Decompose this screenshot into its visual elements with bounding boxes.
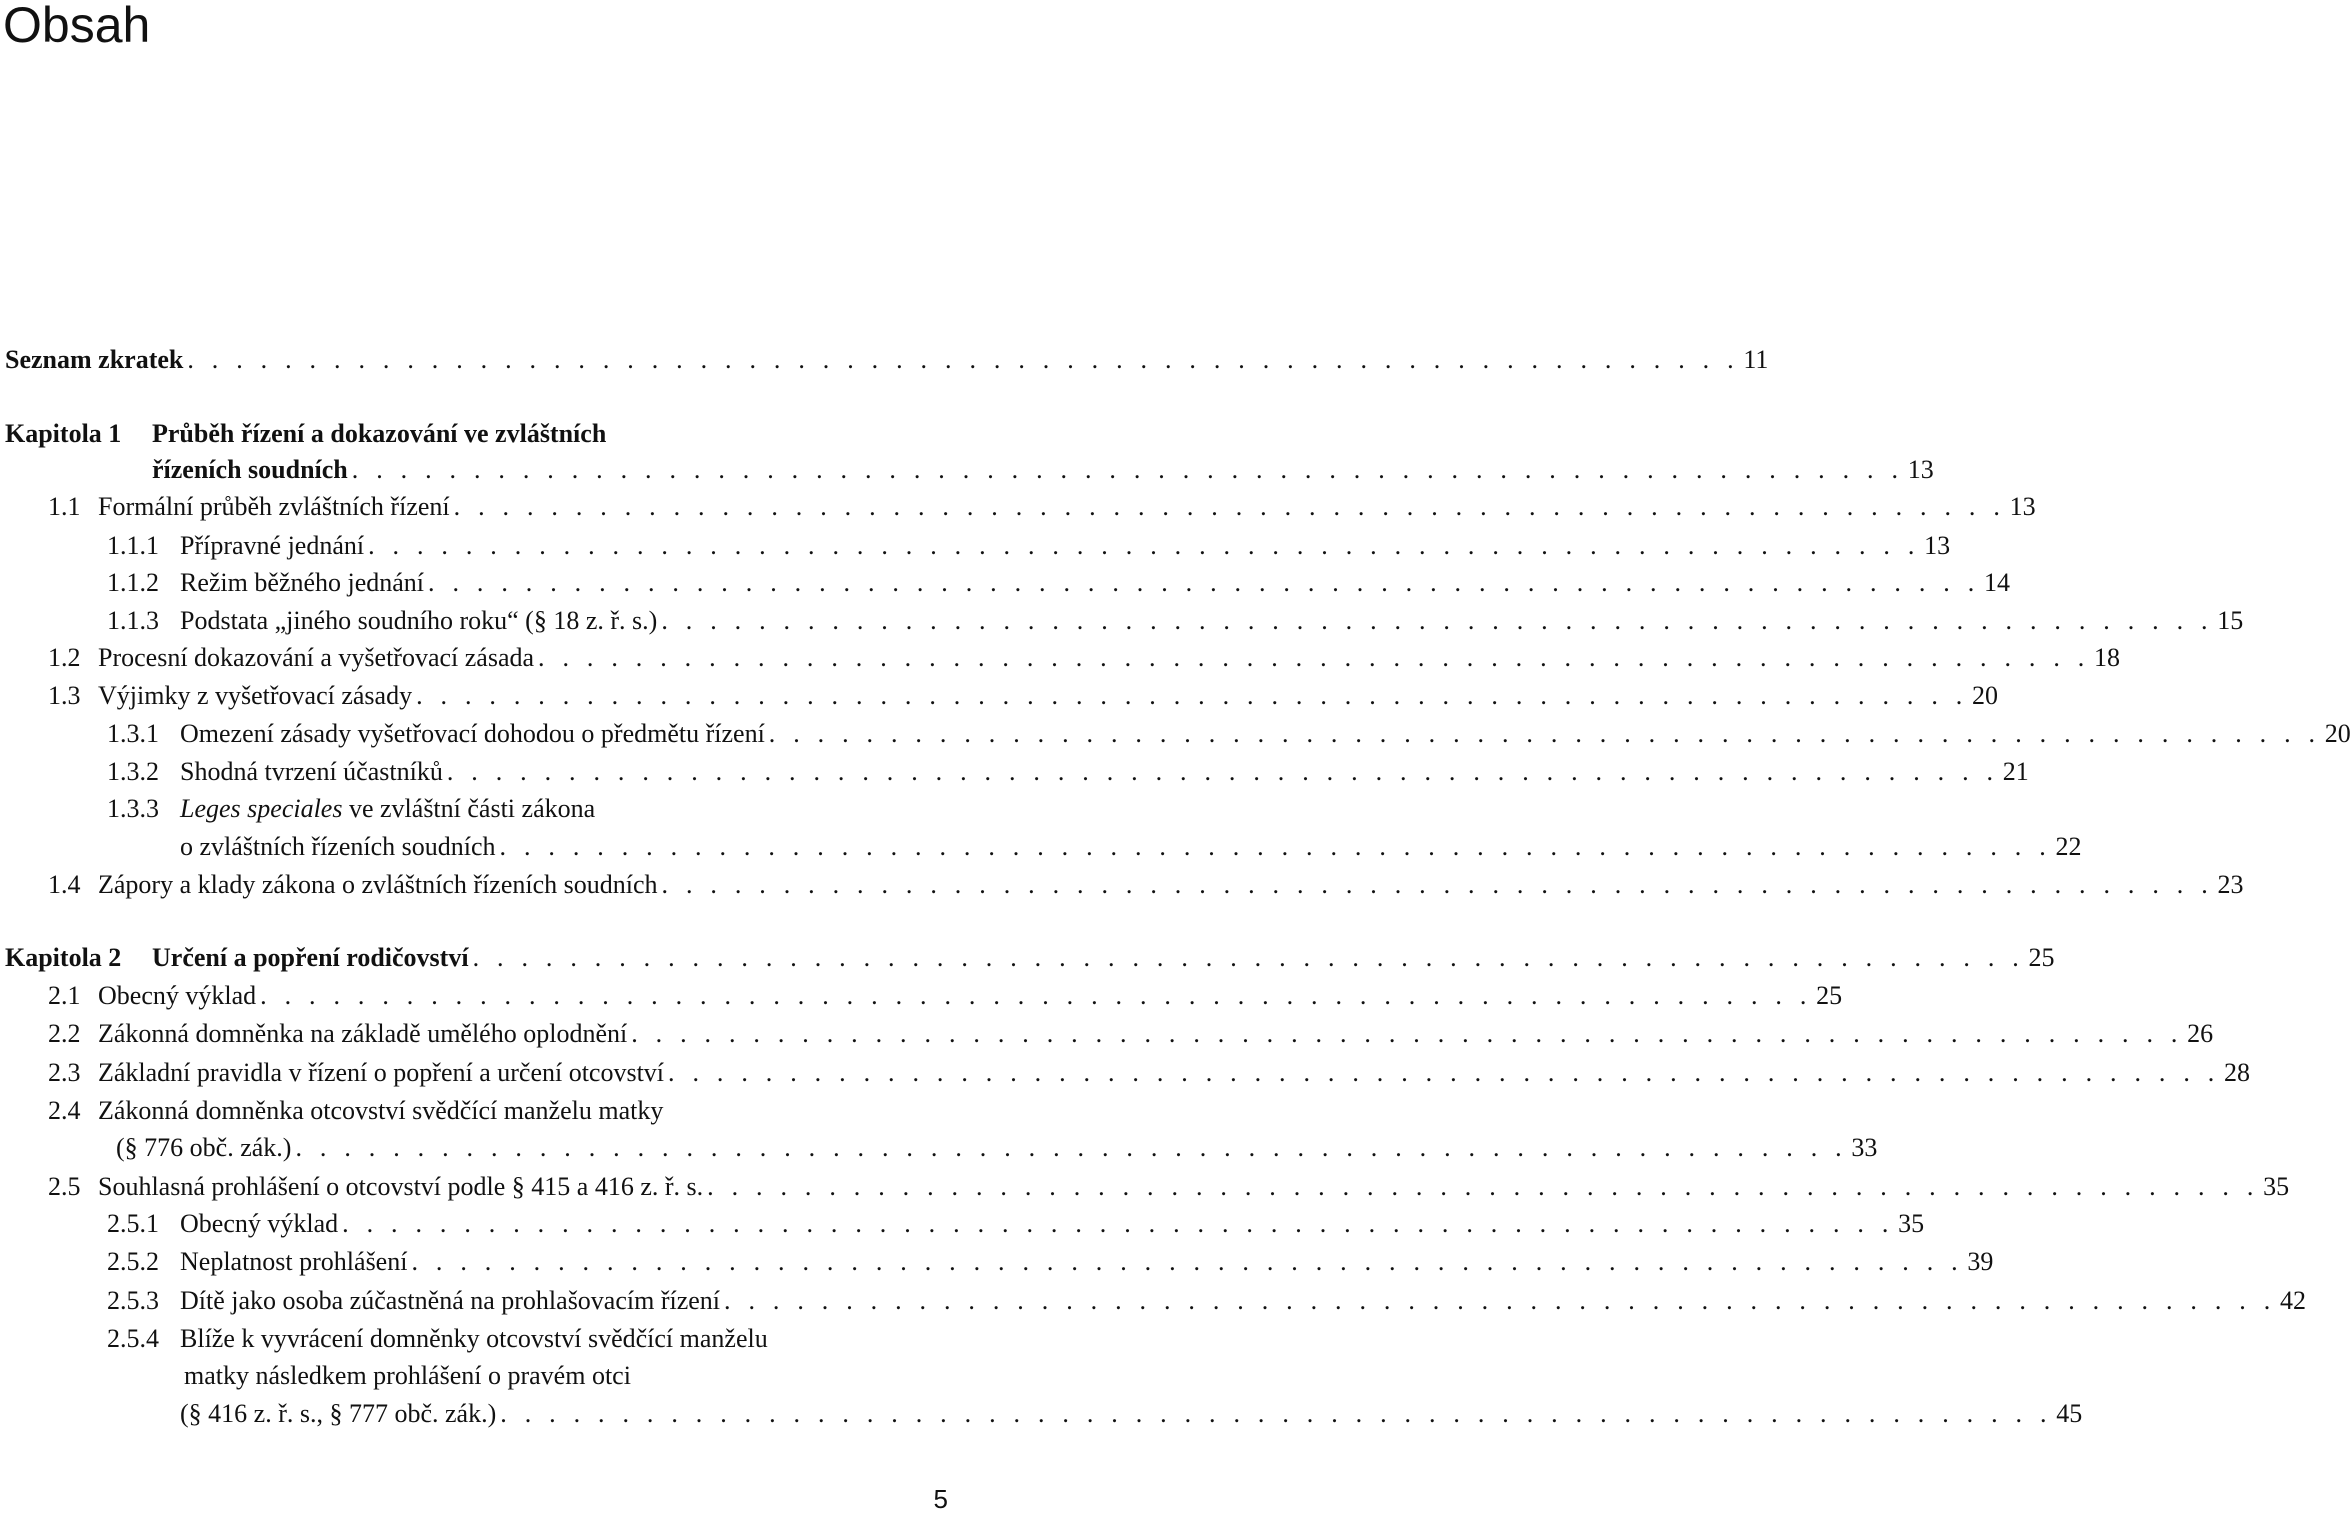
dot-leader: . . . . . . . . . . . . . . . . . . . . . . . . . . . . . . . . . . . . . . . . . . . . . . . . . . . . . . . . . . . . . . . . [500, 1399, 2053, 1428]
toc-page-number: 15 [2217, 606, 2244, 635]
section-number: 1.3.1 [107, 719, 159, 748]
toc-entry-title: Obecný výklad [180, 1209, 339, 1238]
dot-leader: . . . . . . . . . . . . . . . . . . . . . . . . . . . . . . . . . . . . . . . . . . . . . . . . . . . . . . . . . . . . . . . . [351, 455, 1904, 484]
toc-entry-2-2[interactable] [48, 1016, 2214, 1052]
dot-leader: . . . . . . . . . . . . . . . . . . . . . . . . . . . . . . . . . . . . . . . . . . . . . . . . . . . . . . . . . . . . . . . . [428, 568, 1980, 597]
toc-entry-2-1[interactable] [48, 978, 1843, 1014]
toc-page-number: 20 [2324, 719, 2351, 748]
toc-entry-title-cont: matky následkem prohlášení o pravém otci [184, 1361, 631, 1390]
toc-page-number: 22 [2055, 832, 2082, 861]
dot-leader: . . . . . . . . . . . . . . . . . . . . . . . . . . . . . . . . . . . . . . . . . . . . . . . . . . . . . . . . . . . . . . . . [631, 1019, 2184, 1048]
section-number: 1.3.2 [107, 757, 159, 786]
toc-entry-title: Přípravné jednání [180, 531, 365, 560]
chapter-title: Průběh řízení a dokazování ve zvláštních [152, 419, 607, 448]
toc-entry-title: ve zvláštní části zákona [342, 794, 596, 823]
toc-entry-title: Režim běžného jednání [180, 568, 425, 597]
toc-entry-abbreviations[interactable] [5, 342, 1769, 378]
toc-entry-2-3[interactable] [48, 1055, 2250, 1091]
toc-page-number: 25 [2028, 943, 2055, 972]
toc-page-number: 42 [2279, 1286, 2306, 1315]
toc-entry-title: Zákonná domněnka na základě umělého oplodnění [98, 1019, 628, 1048]
toc-entry-title: Neplatnost prohlášení [180, 1247, 408, 1276]
dot-leader: . . . . . . . . . . . . . . . . . . . . . . . . . . . . . . . . . . . . . . . . . . . . . . . . . . . . . . . . . . . . . . . . [768, 719, 2321, 748]
toc-entry-chapter-2[interactable] [5, 940, 2055, 976]
toc-entry-chapter-1-line1[interactable] [5, 416, 606, 452]
toc-page-number: 18 [2094, 643, 2120, 672]
toc-page-number: 13 [1924, 531, 1951, 560]
dot-leader: . . . . . . . . . . . . . . . . . . . . . . . . . . . . . . . . . . . . . . . . . . . . . . . . . . . . . . . . . . . . . . . . [416, 681, 1969, 710]
section-number: 1.3.3 [107, 794, 159, 823]
dot-leader: . . . . . . . . . . . . . . . . . . . . . . . . . . . . . . . . . . . . . . . . . . . . . . . . . . . . . . . . . . . . . . . . [453, 492, 2006, 521]
toc-entry-title-italic: Leges speciales [180, 794, 343, 823]
section-number: 1.3 [48, 681, 81, 710]
toc-page-number: 28 [2224, 1058, 2250, 1087]
toc-page-number: 35 [2263, 1172, 2290, 1201]
toc-page-number: 13 [2009, 492, 2036, 521]
section-number: 2.4 [48, 1096, 81, 1125]
toc-page-number: 39 [1967, 1247, 1994, 1276]
dot-leader: . . . . . . . . . . . . . . . . . . . . . . . . . . . . . . . . . . . . . . . . . . . . . . . . . . . . . . . . . . . . . . . . [707, 1172, 2260, 1201]
section-number: 2.5.3 [107, 1286, 159, 1315]
toc-entry-title: Formální průběh zvláštních řízení [98, 492, 450, 521]
dot-leader: . . . . . . . . . . . . . . . . . . . . . . . . . . . . . . . . . . . . . . . . . . . . . . . . . . . . . . . . . . . . . . . . [446, 757, 1999, 786]
toc-entry-1-3-3[interactable] [180, 829, 2082, 865]
dot-leader: . . . . . . . . . . . . . . . . . . . . . . . . . . . . . . . . . . . . . . . . . . . . . . . . . . . . . . . . . . . . . . . . [295, 1133, 1848, 1162]
dot-leader: . . . . . . . . . . . . . . . . . . . . . . . . . . . . . . . . . . . . . . . . . . . . . . . . . . . . . . . . . . . . . . . . [661, 870, 2214, 899]
dot-leader: . . . . . . . . . . . . . . . . . . . . . . . . . . . . . . . . . . . . . . . . . . . . . . . . . . . . . . . . . . . . . . . . [411, 1247, 1964, 1276]
page-number: 5 [933, 1484, 948, 1514]
section-number: 2.5 [48, 1172, 81, 1201]
toc-page-number: 21 [2002, 757, 2029, 786]
toc-entry-2-5-4-line1[interactable] [107, 1321, 768, 1357]
toc-entry-title: Blíže k vyvrácení domněnky otcovství svědčící manželu [180, 1324, 768, 1353]
toc-page-number: 20 [1972, 681, 1999, 710]
toc-entry-title: Omezení zásady vyšetřovací dohodou o předmětu řízení [180, 719, 765, 748]
toc-page-number: 23 [2217, 870, 2244, 899]
section-number: 1.4 [48, 870, 81, 899]
dot-leader: . . . . . . . . . . . . . . . . . . . . . . . . . . . . . . . . . . . . . . . . . . . . . . . . . . . . . . . . . . . . . . . . [668, 1058, 2220, 1087]
toc-entry-1-3-3-line1[interactable] [107, 791, 595, 827]
toc-entry-1-3[interactable] [48, 678, 1999, 714]
toc-entry-1-3-1[interactable] [107, 716, 2351, 752]
toc-entry-2-5-2[interactable] [107, 1244, 1994, 1280]
toc-entry-2-5-3[interactable] [107, 1283, 2306, 1319]
dot-leader: . . . . . . . . . . . . . . . . . . . . . . . . . . . . . . . . . . . . . . . . . . . . . . . . . . . . . . . . . . . . . . . . [724, 1286, 2276, 1315]
dot-leader: . . . . . . . . . . . . . . . . . . . . . . . . . . . . . . . . . . . . . . . . . . . . . . . . . . . . . . . . . . . . . . . . [472, 943, 2025, 972]
toc-entry-1-1[interactable] [48, 489, 2036, 525]
dot-leader: . . . . . . . . . . . . . . . . . . . . . . . . . . . . . . . . . . . . . . . . . . . . . . . . . . . . . . . . . . . . . . . . [260, 981, 1813, 1010]
toc-entry-1-2[interactable] [48, 640, 2120, 676]
section-number: 2.3 [48, 1058, 81, 1087]
toc-entry-title: Podstata „jiného soudního roku“ (§ 18 z. ř. s.) [180, 606, 658, 635]
toc-page-number: 33 [1851, 1133, 1878, 1162]
toc-entry-1-1-2[interactable] [107, 565, 2010, 601]
toc-entry-title: Obecný výklad [98, 981, 257, 1010]
chapter-label: Kapitola 2 [5, 943, 122, 972]
toc-entry-1-4[interactable] [48, 867, 2244, 903]
chapter-title: Určení a popření rodičovství [152, 943, 469, 972]
toc-entry-title: Dítě jako osoba zúčastněná na prohlašovacím řízení [180, 1286, 721, 1315]
section-number: 1.1 [48, 492, 81, 521]
toc-entry-title-cont: (§ 416 z. ř. s., § 777 obč. zák.) [180, 1399, 497, 1428]
section-number: 2.5.1 [107, 1209, 159, 1238]
dot-leader: . . . . . . . . . . . . . . . . . . . . . . . . . . . . . . . . . . . . . . . . . . . . . . . . . . . . . . . . . . . . . . . . [342, 1209, 1895, 1238]
toc-entry-2-5-4[interactable] [180, 1396, 2083, 1432]
section-number: 2.5.4 [107, 1324, 159, 1353]
toc-entry-2-4-line1[interactable] [48, 1093, 663, 1129]
section-number: 1.1.2 [107, 568, 159, 597]
toc-page-number: 13 [1907, 455, 1934, 484]
toc-entry-title-cont: (§ 776 obč. zák.) [116, 1133, 292, 1162]
toc-entry-title: Seznam zkratek [5, 345, 184, 374]
toc-entry-2-5-1[interactable] [107, 1206, 1925, 1242]
toc-page-number: 35 [1898, 1209, 1925, 1238]
toc-page-number: 26 [2187, 1019, 2214, 1048]
dot-leader: . . . . . . . . . . . . . . . . . . . . . . . . . . . . . . . . . . . . . . . . . . . . . . . . . . . . . . . . . . . . . . . . [538, 643, 2090, 672]
toc-entry-title: Procesní dokazování a vyšetřovací zásada [98, 643, 535, 672]
dot-leader: . . . . . . . . . . . . . . . . . . . . . . . . . . . . . . . . . . . . . . . . . . . . . . . . . . . . . . . . . . . . . . . . [187, 345, 1740, 374]
section-number: 1.2 [48, 643, 81, 672]
toc-entry-1-1-3[interactable] [107, 603, 2244, 639]
toc-entry-title: Shodná tvrzení účastníků [180, 757, 443, 786]
toc-entry-1-1-1[interactable] [107, 528, 1951, 564]
toc-entry-title: Základní pravidla v řízení o popření a určení otcovství [98, 1058, 665, 1087]
toc-entry-title: Zákonná domněnka otcovství svědčící manželu matky [98, 1096, 664, 1125]
toc-entry-title-cont: o zvláštních řízeních soudních [180, 832, 496, 861]
section-number: 2.2 [48, 1019, 81, 1048]
toc-entry-2-4[interactable] [116, 1130, 1878, 1166]
section-number: 2.1 [48, 981, 81, 1010]
toc-page-number: 11 [1743, 345, 1769, 374]
toc-entry-title: Výjimky z vyšetřovací zásady [98, 681, 413, 710]
toc-page-number: 45 [2056, 1399, 2083, 1428]
section-number: 1.1.1 [107, 531, 159, 560]
toc-entry-title: Zápory a klady zákona o zvláštních řízeních soudních [98, 870, 658, 899]
toc-page-number: 25 [1816, 981, 1843, 1010]
dot-leader: . . . . . . . . . . . . . . . . . . . . . . . . . . . . . . . . . . . . . . . . . . . . . . . . . . . . . . . . . . . . . . . . [368, 531, 1921, 560]
toc-entry-1-3-2[interactable] [107, 754, 2029, 790]
chapter-title-cont: řízeních soudních [152, 455, 348, 484]
section-number: 1.1.3 [107, 606, 159, 635]
page-title: Obsah [3, 0, 151, 53]
toc-page-number: 14 [1983, 568, 2010, 597]
toc-entry-2-5-4-line2[interactable] [184, 1358, 631, 1394]
section-number: 2.5.2 [107, 1247, 159, 1276]
toc-entry-title: Souhlasná prohlášení o otcovství podle § 415 a 416 z. ř. s. [98, 1172, 704, 1201]
dot-leader: . . . . . . . . . . . . . . . . . . . . . . . . . . . . . . . . . . . . . . . . . . . . . . . . . . . . . . . . . . . . . . . . [661, 606, 2214, 635]
toc-entry-chapter-1[interactable] [152, 452, 1934, 488]
dot-leader: . . . . . . . . . . . . . . . . . . . . . . . . . . . . . . . . . . . . . . . . . . . . . . . . . . . . . . . . . . . . . . . . [499, 832, 2052, 861]
chapter-label: Kapitola 1 [5, 419, 122, 448]
toc-entry-2-5[interactable] [48, 1169, 2290, 1205]
